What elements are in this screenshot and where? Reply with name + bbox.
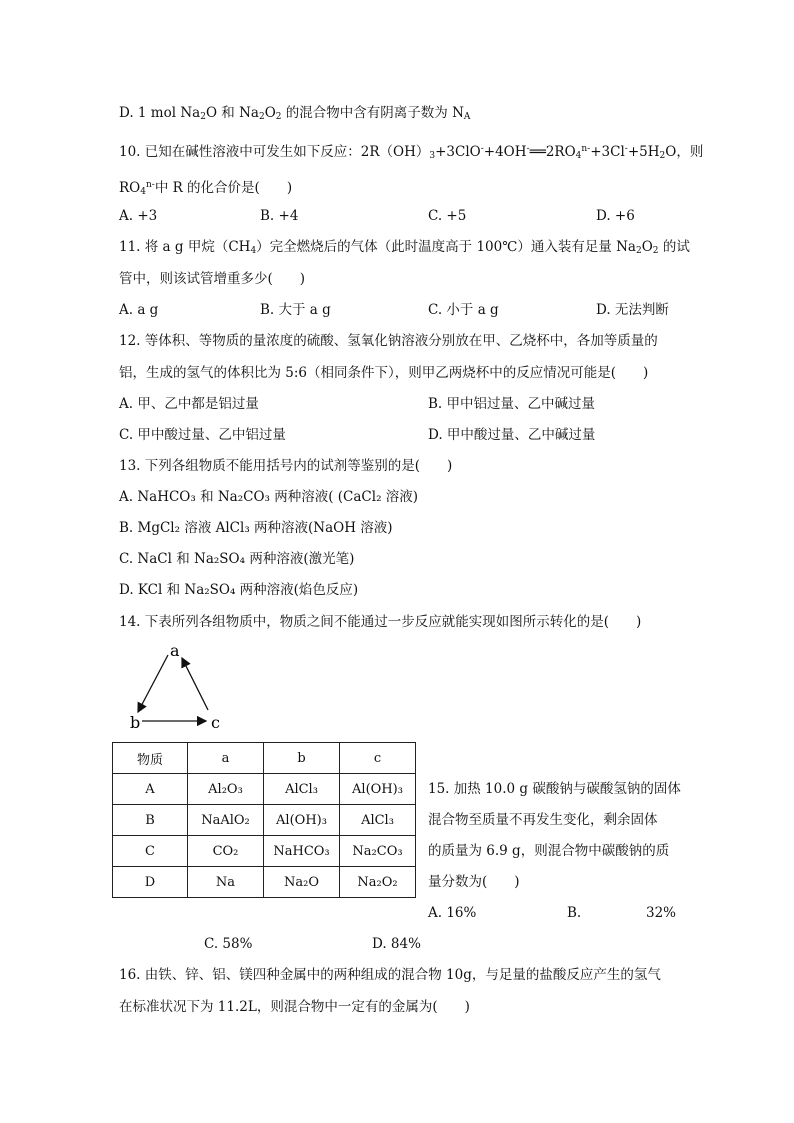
q13-option-a: A. NaHCO₃ 和 Na₂CO₃ 两种溶液( (CaCl₂ 溶液) (119, 489, 419, 505)
table-cell: NaAlO₂ (188, 805, 264, 836)
node-b: b (130, 713, 141, 732)
table-cell: AlCl₃ (340, 805, 416, 836)
table-header-cell: a (188, 743, 264, 774)
table-cell: C (113, 836, 188, 867)
q11-option-c: C. 小于 a g (428, 302, 499, 318)
table-row (113, 836, 416, 867)
q13-option-b: B. MgCl₂ 溶液 AlCl₃ 两种溶液(NaOH 溶液) (119, 520, 393, 536)
table-cell: Na (188, 867, 264, 898)
table-row (113, 867, 416, 898)
q14-stem: 14. 下表所列各组物质中，物质之间不能通过一步反应就能实现如图所示转化的是( ) (119, 614, 642, 630)
node-a: a (170, 641, 180, 660)
q10-stem-line2: $RO_4^{n-}$中 R 的化合价是( ) (119, 180, 293, 197)
table-cell: Na₂O (264, 867, 340, 898)
table-row (113, 805, 416, 836)
q13-stem: 13. 下列各组物质不能用括号内的试剂等鉴别的是( ) (119, 458, 453, 474)
table-header-cell: 物质 (113, 743, 188, 774)
table-header-row (113, 743, 416, 774)
q15-stem-line1: 15. 加热 10.0 g 碳酸钠与碳酸氢钠的固体 (428, 781, 681, 797)
table-header-cell: b (264, 743, 340, 774)
q15-option-d: D. 84% (372, 936, 421, 952)
q16-stem-line1: 16. 由铁、锌、铝、镁四种金属中的两种组成的混合物 10g，与足量的盐酸反应产生的氢气 (119, 967, 661, 983)
q10-stem-line1: 10. 已知在碱性溶液中可发生如下反应：$2R(OH)_3+3ClO^-+4OH^-══2RO_4^{n-}+3Cl^-+5H_2O$，则 (119, 144, 704, 161)
q12-option-c: C. 甲中酸过量、乙中铝过量 (119, 427, 286, 443)
arrow-c-to-a (182, 658, 208, 710)
table-cell: AlCl₃ (264, 774, 340, 805)
table-cell: A (113, 774, 188, 805)
q11-option-d: D. 无法判断 (596, 302, 669, 318)
q13-option-c: C. NaCl 和 Na₂SO₄ 两种溶液(激光笔) (119, 551, 355, 567)
q15-stem-line3: 的质量为 6.9 g，则混合物中碳酸钠的质 (428, 843, 670, 859)
q12-option-b: B. 甲中铝过量、乙中碱过量 (428, 396, 596, 412)
q10-option-d: D. +6 (596, 208, 635, 224)
table-header-cell: c (340, 743, 416, 774)
q13-option-d: D. KCl 和 Na₂SO₄ 两种溶液(焰色反应) (119, 582, 359, 598)
q11-stem-line2: 管中，则该试管增重多少( ) (119, 271, 306, 287)
table-cell: CO₂ (188, 836, 264, 867)
q15-option-a: A. 16% (428, 905, 477, 921)
table-cell: Al(OH)₃ (340, 774, 416, 805)
conversion-diagram (128, 640, 238, 735)
q10-option-b: B. +4 (260, 208, 299, 224)
q15-stem-line4: 量分数为( ) (428, 874, 520, 890)
table-cell: D (113, 867, 188, 898)
q15-stem-line2: 混合物至质量不再发生变化，剩余固体 (428, 812, 658, 828)
q15-option-b-label: B. (567, 905, 582, 921)
table-cell: Al(OH)₃ (264, 805, 340, 836)
q16-stem-line2: 在标准状况下为 11.2L，则混合物中一定有的金属为( ) (119, 999, 470, 1015)
q12-stem-line2: 铝，生成的氢气的体积比为 5:6（相同条件下），则甲乙两烧杯中的反应情况可能是( ) (119, 365, 649, 381)
table-cell: Na₂O₂ (340, 867, 416, 898)
table-cell: Al₂O₃ (188, 774, 264, 805)
table-cell: NaHCO₃ (264, 836, 340, 867)
q11-option-a: A. a g (119, 302, 159, 318)
q15-option-c: C. 58% (204, 936, 253, 952)
table-row (113, 774, 416, 805)
table-cell: B (113, 805, 188, 836)
q11-option-b: B. 大于 a g (260, 302, 331, 318)
q12-option-a: A. 甲、乙中都是铝过量 (119, 396, 259, 412)
q12-option-d: D. 甲中酸过量、乙中碱过量 (428, 427, 596, 443)
q10-option-a: A. +3 (119, 208, 158, 224)
arrow-a-to-b (138, 655, 168, 712)
q15-option-b-value: 32% (646, 905, 677, 921)
table-cell: Na₂CO₃ (340, 836, 416, 867)
q12-stem-line1: 12. 等体积、等物质的量浓度的硫酸、氢氧化钠溶液分别放在甲、乙烧杯中，各加等质量的 (119, 333, 658, 349)
node-c: c (211, 713, 220, 732)
q11-stem-line1: 11. 将 a g 甲烷$(CH_4)$完全燃烧后的气体（此时温度高于 100℃）通入装有足量 $Na_2O_2$ 的试 (119, 239, 690, 256)
q14-table (112, 742, 416, 898)
q9-option-d: D. 1 mol $Na_2O$ 和 $Na_2O_2$ 的混合物中含有阴离子数为 $N_A$ (119, 105, 471, 122)
q10-option-c: C. +5 (428, 208, 467, 224)
